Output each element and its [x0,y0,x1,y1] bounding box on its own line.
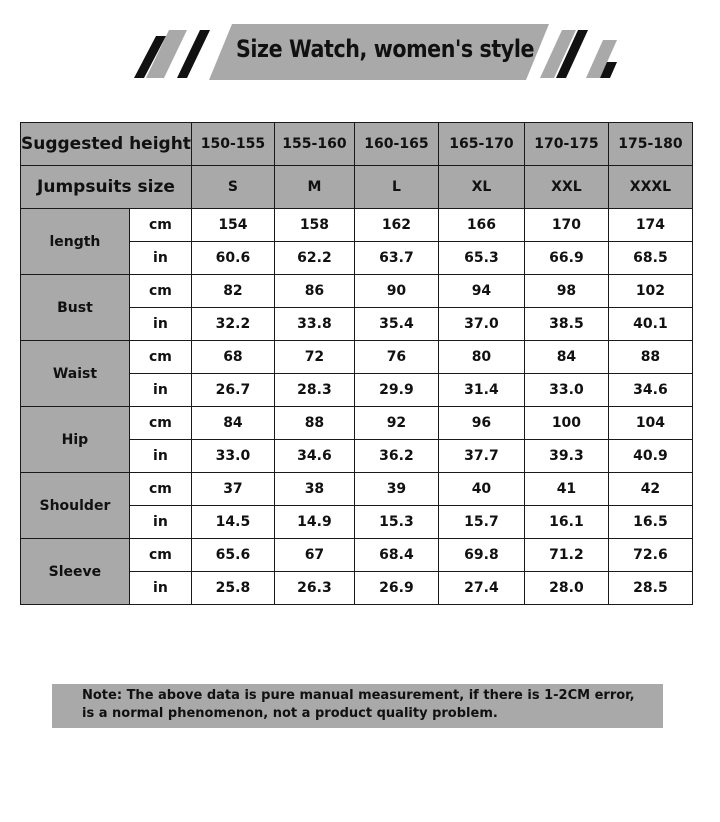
value-cell: 25.8 [191,572,274,605]
value-cell: 62.2 [274,242,354,275]
measurement-row-cm [21,407,693,440]
page-title: Size Watch, women's style [235,35,535,63]
measurement-row-cm [21,341,693,374]
value-cell: 26.9 [354,572,438,605]
value-cell: 16.1 [524,506,608,539]
value-cell: 29.9 [354,374,438,407]
jumpsuits-size-label: Jumpsuits size [21,166,192,209]
value-cell: 39.3 [524,440,608,473]
height-cell: 160-165 [354,123,438,166]
value-cell: 68 [191,341,274,374]
value-cell: 16.5 [608,506,692,539]
measurement-name: Shoulder [21,473,130,539]
value-cell: 33.0 [524,374,608,407]
measurement-row-cm [21,473,693,506]
unit-label: in [129,308,191,341]
value-cell: 166 [438,209,524,242]
value-cell: 170 [524,209,608,242]
value-cell: 39 [354,473,438,506]
size-cell: XXL [524,166,608,209]
unit-label: in [129,374,191,407]
height-cell: 165-170 [438,123,524,166]
value-cell: 69.8 [438,539,524,572]
height-header-row [21,123,693,166]
value-cell: 27.4 [438,572,524,605]
value-cell: 65.3 [438,242,524,275]
value-cell: 72 [274,341,354,374]
unit-label: cm [129,341,191,374]
value-cell: 14.9 [274,506,354,539]
value-cell: 98 [524,275,608,308]
value-cell: 41 [524,473,608,506]
value-cell: 104 [608,407,692,440]
value-cell: 26.3 [274,572,354,605]
value-cell: 82 [191,275,274,308]
height-cell: 150-155 [191,123,274,166]
value-cell: 174 [608,209,692,242]
value-cell: 14.5 [191,506,274,539]
value-cell: 40.9 [608,440,692,473]
value-cell: 35.4 [354,308,438,341]
value-cell: 96 [438,407,524,440]
measurement-row-cm [21,539,693,572]
measurement-row-cm [21,275,693,308]
value-cell: 40 [438,473,524,506]
value-cell: 28.3 [274,374,354,407]
size-cell: XL [438,166,524,209]
height-cell: 175-180 [608,123,692,166]
value-cell: 90 [354,275,438,308]
suggested-height-label: Suggested height [21,123,192,166]
size-cell: S [191,166,274,209]
value-cell: 31.4 [438,374,524,407]
value-cell: 65.6 [191,539,274,572]
value-cell: 88 [274,407,354,440]
value-cell: 68.4 [354,539,438,572]
value-cell: 94 [438,275,524,308]
value-cell: 28.5 [608,572,692,605]
size-header-row [21,166,693,209]
value-cell: 80 [438,341,524,374]
value-cell: 71.2 [524,539,608,572]
value-cell: 33.8 [274,308,354,341]
height-cell: 170-175 [524,123,608,166]
value-cell: 84 [191,407,274,440]
value-cell: 84 [524,341,608,374]
measurement-name: Waist [21,341,130,407]
value-cell: 66.9 [524,242,608,275]
size-cell: M [274,166,354,209]
unit-label: in [129,440,191,473]
unit-label: in [129,506,191,539]
value-cell: 34.6 [608,374,692,407]
value-cell: 38 [274,473,354,506]
value-cell: 33.0 [191,440,274,473]
value-cell: 88 [608,341,692,374]
measurement-rows [21,209,693,605]
value-cell: 42 [608,473,692,506]
measurement-name: Sleeve [21,539,130,605]
value-cell: 37.0 [438,308,524,341]
value-cell: 86 [274,275,354,308]
value-cell: 102 [608,275,692,308]
value-cell: 28.0 [524,572,608,605]
size-chart-table [20,122,693,605]
measurement-row-cm [21,209,693,242]
value-cell: 154 [191,209,274,242]
value-cell: 26.7 [191,374,274,407]
value-cell: 38.5 [524,308,608,341]
measurement-note [52,684,663,728]
value-cell: 60.6 [191,242,274,275]
value-cell: 37.7 [438,440,524,473]
value-cell: 162 [354,209,438,242]
unit-label: cm [129,275,191,308]
unit-label: in [129,242,191,275]
value-cell: 40.1 [608,308,692,341]
measurement-name: Bust [21,275,130,341]
unit-label: cm [129,407,191,440]
value-cell: 15.3 [354,506,438,539]
unit-label: cm [129,209,191,242]
value-cell: 34.6 [274,440,354,473]
value-cell: 92 [354,407,438,440]
value-cell: 32.2 [191,308,274,341]
value-cell: 63.7 [354,242,438,275]
size-cell: L [354,166,438,209]
size-cell: XXXL [608,166,692,209]
unit-label: cm [129,539,191,572]
unit-label: in [129,572,191,605]
note-line-1: Note: The above data is pure manual measurement, if there is 1-2CM error, [82,688,635,703]
value-cell: 15.7 [438,506,524,539]
measurement-name: length [21,209,130,275]
value-cell: 68.5 [608,242,692,275]
unit-label: cm [129,473,191,506]
value-cell: 100 [524,407,608,440]
value-cell: 72.6 [608,539,692,572]
value-cell: 37 [191,473,274,506]
value-cell: 67 [274,539,354,572]
value-cell: 76 [354,341,438,374]
height-cell: 155-160 [274,123,354,166]
measurement-name: Hip [21,407,130,473]
value-cell: 36.2 [354,440,438,473]
note-line-2: is a normal phenomenon, not a product quality problem. [82,706,498,721]
value-cell: 158 [274,209,354,242]
